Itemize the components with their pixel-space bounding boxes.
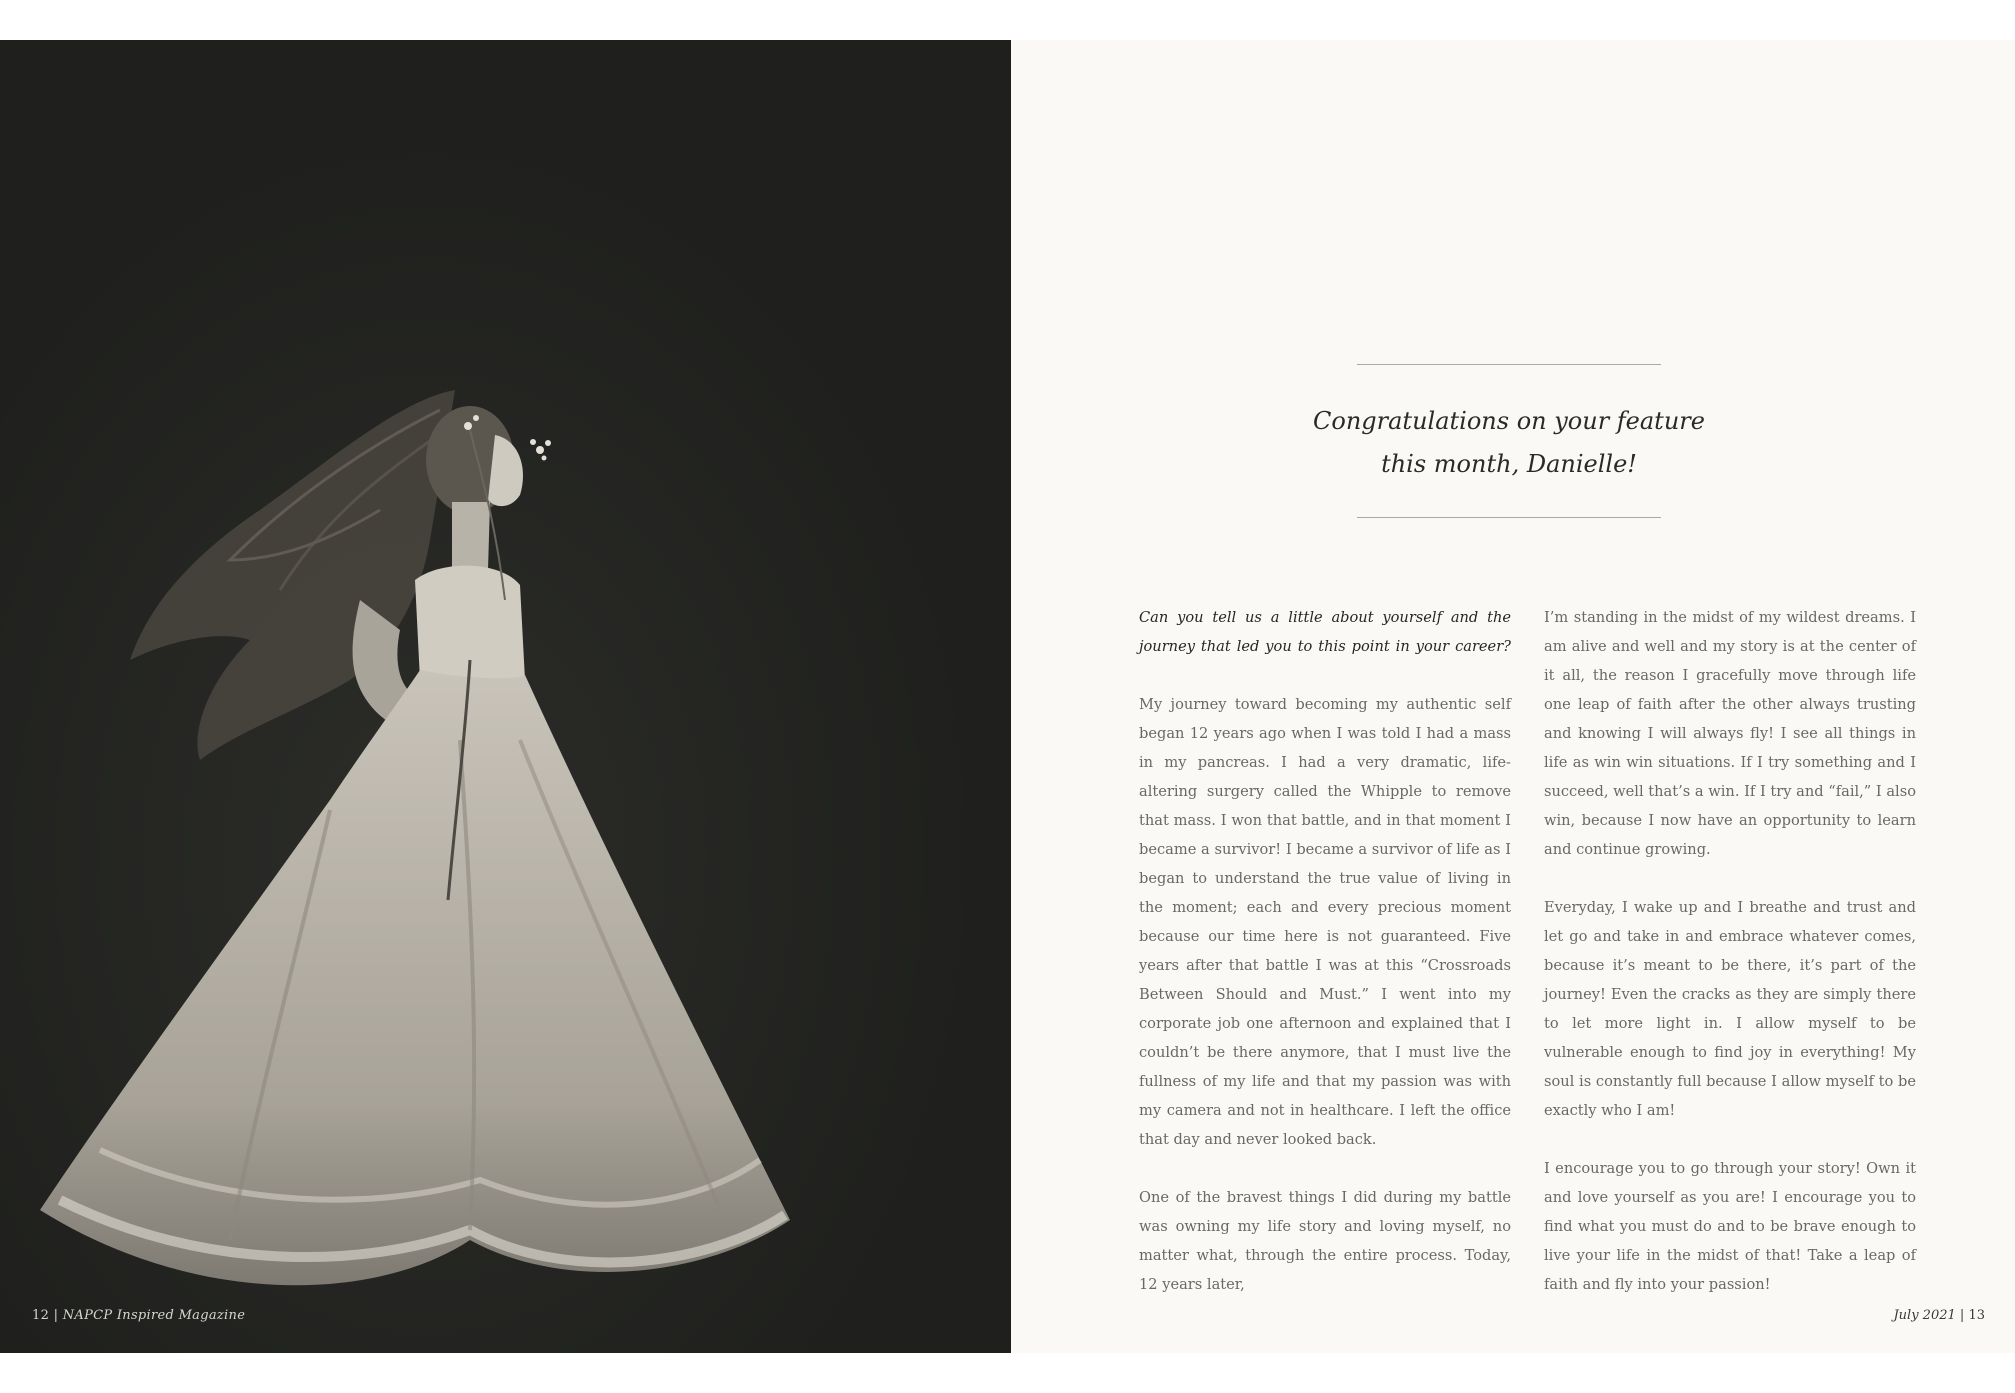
- folio-separator: |: [53, 1308, 59, 1323]
- answer-paragraph: One of the bravest things I did during my battle was owning my life story and loving myself, no matter what, through the entire process. Today, 12 years later,: [1139, 1189, 1511, 1293]
- right-page: [1011, 40, 2015, 1353]
- left-page-number: 12: [32, 1308, 50, 1323]
- feature-photo: [0, 40, 1011, 1353]
- feature-heading: [1257, 400, 1761, 486]
- left-page: [0, 40, 1011, 1353]
- heading-line-1: Congratulations on your feature: [1313, 407, 1705, 435]
- folio-separator: |: [1959, 1308, 1965, 1323]
- answer-paragraph: My journey toward becoming my authentic self began 12 years ago when I was told I had a mass in my pancreas. I had a very dramatic, life-altering surgery called the Whipple to remove that mass. I won that battle, and in that moment I became a survivor! I became a survivor of life as I began to understand the true value of living in the moment; each and every precious moment because our time here is not guaranteed. Five years after that battle I was at this “Crossroads Between Should and Must.” I went into my corporate job one afternoon and explained that I couldn’t be there anymore, that I must live the fullness of my life and that my passion was with my camera and not in healthcare. I left the office that day and never looked back.: [1139, 696, 1511, 1148]
- heading-rule-top: [1357, 364, 1661, 365]
- article-column-1: [1139, 603, 1511, 1328]
- right-page-folio: [1893, 1308, 1985, 1323]
- magazine-spread: [0, 40, 2015, 1353]
- answer-paragraph: Everyday, I wake up and I breathe and trust and let go and take in and embrace whatever comes, because it’s meant to be there, it’s part of the journey! Even the cracks as they are simply there to let more light in. I allow myself to be vulnerable enough to find joy in everything! My soul is constantly full because I allow myself to be exactly who I am!: [1544, 899, 1916, 1119]
- publication-name: NAPCP Inspired Magazine: [62, 1308, 246, 1323]
- answer-paragraph: I’m standing in the midst of my wildest dreams. I am alive and well and my story is at the center of it all, the reason I gracefully move through life one leap of faith after the other always trusting and knowing I will always fly! I see all things in life as win win situations. If I try something and I succeed, well that’s a win. If I try and “fail,” I also win, because I now have an opportunity to learn and continue growing.: [1544, 609, 1916, 858]
- right-page-number: 13: [1968, 1308, 1985, 1323]
- heading-line-2: this month, Danielle!: [1381, 450, 1637, 478]
- article-column-2: [1544, 603, 1916, 1328]
- left-page-folio: [32, 1308, 245, 1323]
- issue-date: July 2021: [1893, 1308, 1956, 1323]
- heading-rule-bottom: [1357, 517, 1661, 518]
- interview-question: Can you tell us a little about yourself and the journey that led you to this point in your career?: [1139, 609, 1511, 655]
- answer-paragraph: I encourage you to go through your story! Own it and love yourself as you are! I encourage you to find what you must do and to be brave enough to live your life in the midst of that! Take a leap of faith and fly into your passion!: [1544, 1160, 1916, 1293]
